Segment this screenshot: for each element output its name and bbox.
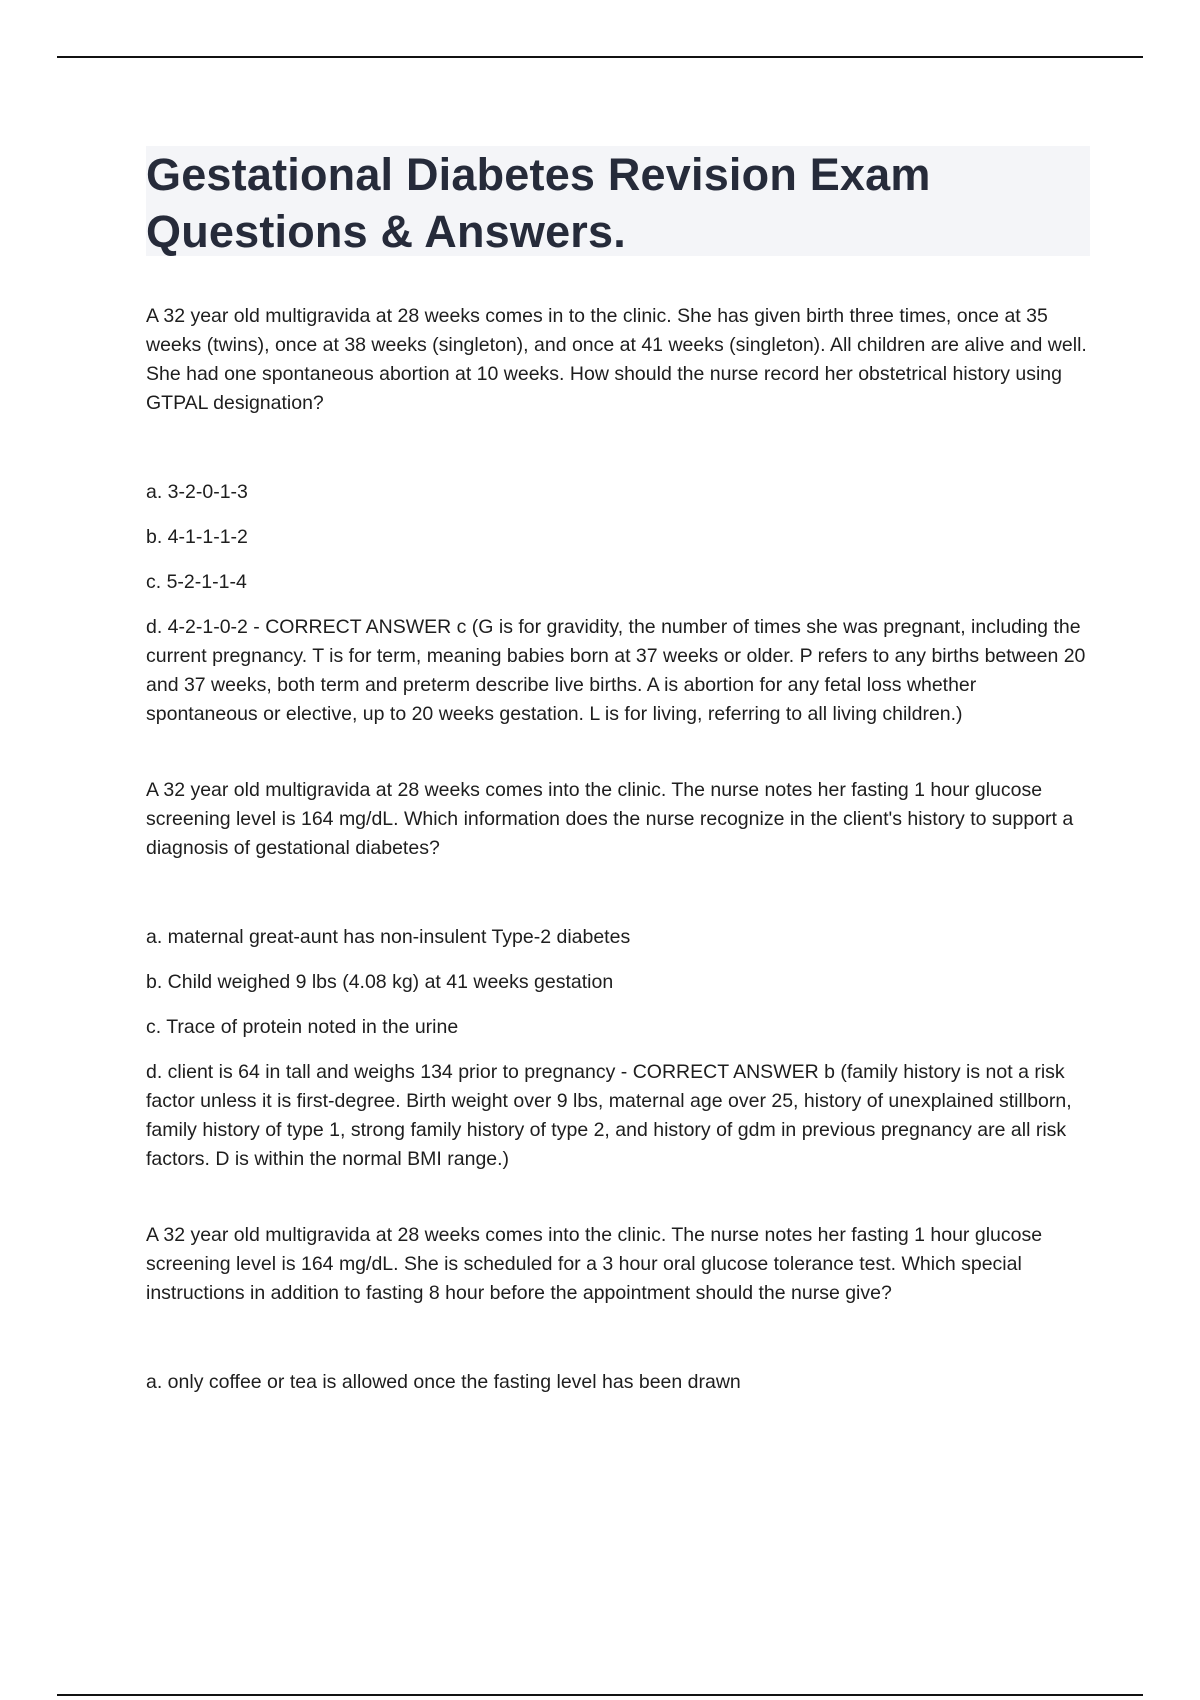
option-c: c. Trace of protein noted in the urine bbox=[146, 1016, 459, 1038]
question-2 bbox=[146, 776, 1090, 1174]
question-stem: A 32 year old multigravida at 28 weeks comes into the clinic. The nurse notes her fasting 1 hour glucose screening level is 164 mg/dL. She is scheduled for a 3 hour oral glucose tolerance test. Which special instructions in addition to fasting 8 hour before the appointment should the nurse give? bbox=[146, 1224, 1043, 1304]
option-a: a. only coffee or tea is allowed once the fasting level has been drawn bbox=[146, 1371, 741, 1393]
option-c: c. 5-2-1-1-4 bbox=[146, 571, 247, 593]
option-list bbox=[146, 478, 1090, 729]
document-body bbox=[146, 146, 1090, 1413]
option-list bbox=[146, 1368, 1090, 1397]
bottom-divider bbox=[57, 1694, 1143, 1696]
question-stem: A 32 year old multigravida at 28 weeks comes into the clinic. The nurse notes her fasting 1 hour glucose screening level is 164 mg/dL. Which information does the nurse recognize in the client's history to support a diagnosis of gestational diabetes? bbox=[146, 779, 1074, 859]
option-b: b. 4-1-1-1-2 bbox=[146, 526, 248, 548]
title-band bbox=[146, 146, 1090, 256]
question-stem: A 32 year old multigravida at 28 weeks comes in to the clinic. She has given birth three times, once at 35 weeks (twins), once at 38 weeks (singleton), and once at 41 weeks (singleton). All children are alive and well. She had one spontaneous abortion at 10 weeks. How should the nurse record her obstetrical history using GTPAL designation? bbox=[146, 305, 1087, 414]
option-b: b. Child weighed 9 lbs (4.08 kg) at 41 weeks gestation bbox=[146, 971, 614, 993]
question-3 bbox=[146, 1221, 1090, 1397]
option-a: a. maternal great-aunt has non-insulent Type-2 diabetes bbox=[146, 926, 631, 948]
option-d-with-answer: d. 4-2-1-0-2 - CORRECT ANSWER c (G is for gravidity, the number of times she was pregnant, including the current pregnancy. T is for term, meaning babies born at 37 weeks or older. P refers to any births between 20 and 37 weeks, both term and preterm describe live births. A is abortion for any fetal loss whether spontaneous or elective, up to 20 weeks gestation. L is for living, referring to all living children.) bbox=[146, 616, 1086, 725]
question-1 bbox=[146, 302, 1090, 729]
option-d-with-answer: d. client is 64 in tall and weighs 134 prior to pregnancy - CORRECT ANSWER b (family history is not a risk factor unless it is first-degree. Birth weight over 9 lbs, maternal age over 25, history of unexplained stillborn, family history of type 1, strong family history of type 2, and history of gdm in previous pregnancy are all risk factors. D is within the normal BMI range.) bbox=[146, 1061, 1072, 1170]
page-title: Gestational Diabetes Revision Exam Questions & Answers. bbox=[146, 149, 931, 257]
option-a: a. 3-2-0-1-3 bbox=[146, 481, 248, 503]
top-divider bbox=[57, 56, 1143, 58]
option-list bbox=[146, 923, 1090, 1174]
